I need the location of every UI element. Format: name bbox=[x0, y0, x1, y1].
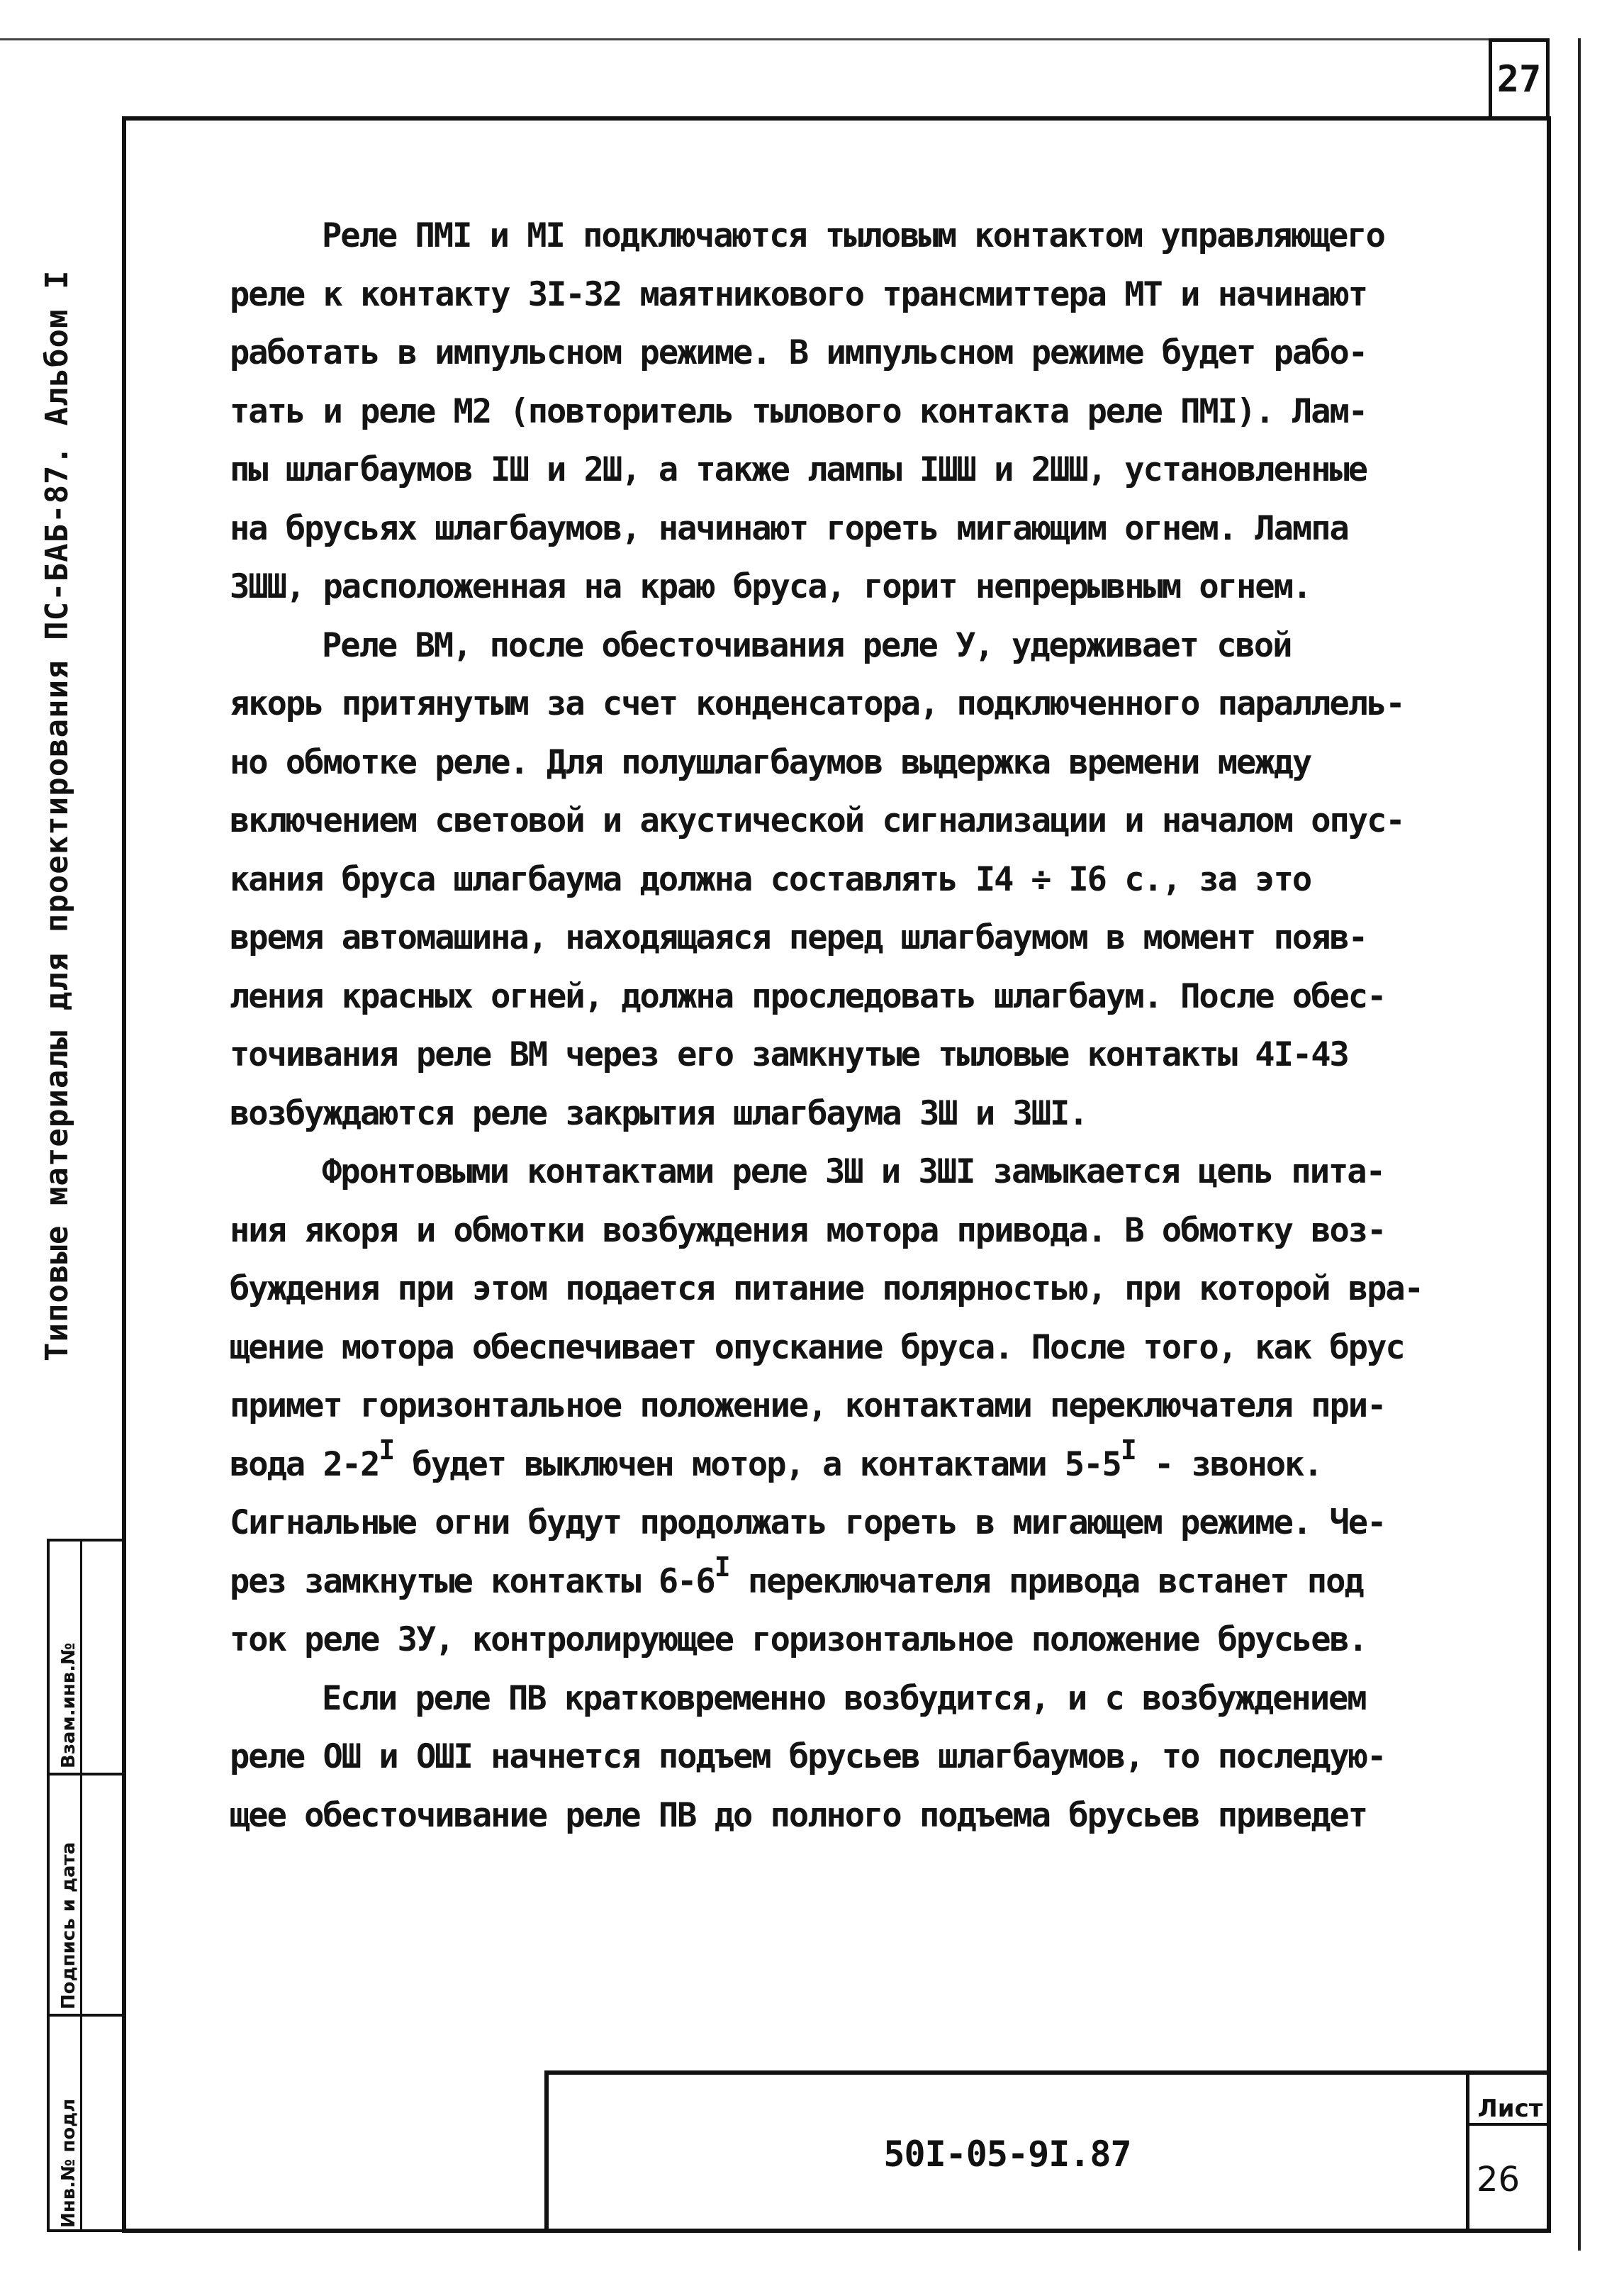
text-line: работать в импульсном режиме. В импульсном режиме будет рабо- bbox=[230, 333, 1367, 372]
text-line: щее обесточивание реле ПВ до полного подъема брусьев приведет bbox=[230, 1795, 1367, 1835]
text-line: 3ШШ, расположенная на краю бруса, горит непрерывным огнем. bbox=[230, 567, 1311, 606]
text-line: Реле ПМI и МI подключаются тыловым контактом управляющего bbox=[322, 216, 1384, 255]
stamp-column bbox=[47, 1539, 122, 2232]
stamp-label-replacement: Взам.инв.№ bbox=[58, 1642, 79, 1768]
stamp-cell-original bbox=[50, 2017, 122, 2232]
stamp-label-signature: Подпись и дата bbox=[58, 1841, 79, 2009]
stamp-cell-signature bbox=[50, 1775, 122, 2017]
text-line: ния якоря и обмотки возбуждения мотора привода. В обмотку воз- bbox=[230, 1210, 1386, 1250]
superscript: I bbox=[379, 1434, 394, 1466]
text-line: кания бруса шлагбаума должна составлять I4 ÷ I6 с., за это bbox=[230, 859, 1311, 899]
right-margin-line bbox=[1578, 38, 1581, 2251]
side-title: Типовые материалы для проектирования ПС-БАБ-87. Альбом I bbox=[39, 269, 75, 1361]
text-line: Сигнальные огни будут продолжать гореть в мигающем режиме. Че- bbox=[230, 1503, 1386, 1542]
text-line: ток реле ЗУ, контролирующее горизонтальное положение брусьев. bbox=[230, 1620, 1367, 1659]
text-line: ления красных огней, должна проследовать шлагбаум. После обес- bbox=[230, 976, 1386, 1016]
text-line: точивания реле ВМ через его замкнутые тыловые контакты 4I-43 bbox=[230, 1035, 1348, 1074]
text-line: реле ОШ и ОШI начнется подъем брусьев шлагбаумов, то последую- bbox=[230, 1737, 1386, 1776]
document-code: 50I-05-9I.87 bbox=[883, 2133, 1131, 2175]
sheet-number: 26 bbox=[1477, 2159, 1521, 2200]
text-line: Фронтовыми контактами реле ЗШ и ЗШI замыкается цепь пита- bbox=[322, 1152, 1384, 1191]
text-line: примет горизонтальное положение, контактами переключателя при- bbox=[230, 1386, 1386, 1425]
text-line: включением световой и акустической сигнализации и началом опус- bbox=[230, 801, 1404, 840]
text-line: щение мотора обеспечивает опускание бруса. После того, как брус bbox=[230, 1327, 1404, 1367]
text-line: Если реле ПВ кратковременно возбудится, и с возбуждением bbox=[322, 1678, 1366, 1718]
text-line: Реле ВМ, после обесточивания реле У, удерживает свой bbox=[322, 625, 1292, 665]
text-line: пы шлагбаумов IШ и 2Ш, а также лампы IШШ и 2ШШ, установленные bbox=[230, 450, 1367, 489]
top-rule bbox=[0, 38, 1489, 40]
title-block bbox=[544, 2070, 1551, 2233]
stamp-cell-replacement bbox=[50, 1542, 122, 1775]
text-line: тать и реле М2 (повторитель тылового контакта реле ПМI). Лам- bbox=[230, 391, 1367, 431]
text-line: время автомашина, находящаяся перед шлагбаумом в момент появ- bbox=[230, 918, 1367, 957]
superscript: I bbox=[1120, 1434, 1136, 1466]
text-line: якорь притянутым за счет конденсатора, подключенного параллель- bbox=[230, 684, 1404, 723]
text-line-with-superscripts: вода $2-2^I$ будет выключен мотор, а контактами $5-5^I$ - звонок. bbox=[230, 1434, 1322, 1484]
text-line: на брусьях шлагбаумов, начинают гореть мигающим огнем. Лампа bbox=[230, 508, 1348, 548]
text-line: буждения при этом подается питание полярностью, при которой вра- bbox=[230, 1269, 1423, 1308]
sheet-label: Лист bbox=[1469, 2075, 1551, 2126]
superscript: I bbox=[714, 1551, 729, 1583]
body-text bbox=[230, 207, 1477, 1845]
page-number: 27 bbox=[1489, 38, 1550, 116]
text-line: возбуждаются реле закрытия шлагбаума ЗШ и ЗШI. bbox=[230, 1093, 1087, 1133]
text-line: но обмотке реле. Для полушлагбаумов выдержка времени между bbox=[230, 742, 1311, 782]
text-line-with-superscript: рез замкнутые контакты $6-6^I$ переключателя привода встанет под bbox=[230, 1551, 1363, 1601]
sheet-column bbox=[1466, 2075, 1551, 2233]
text-line: реле к контакту 3I-32 маятникового трансмиттера МТ и начинают bbox=[230, 274, 1367, 314]
stamp-label-original: Инв.№ подл bbox=[58, 2098, 79, 2228]
